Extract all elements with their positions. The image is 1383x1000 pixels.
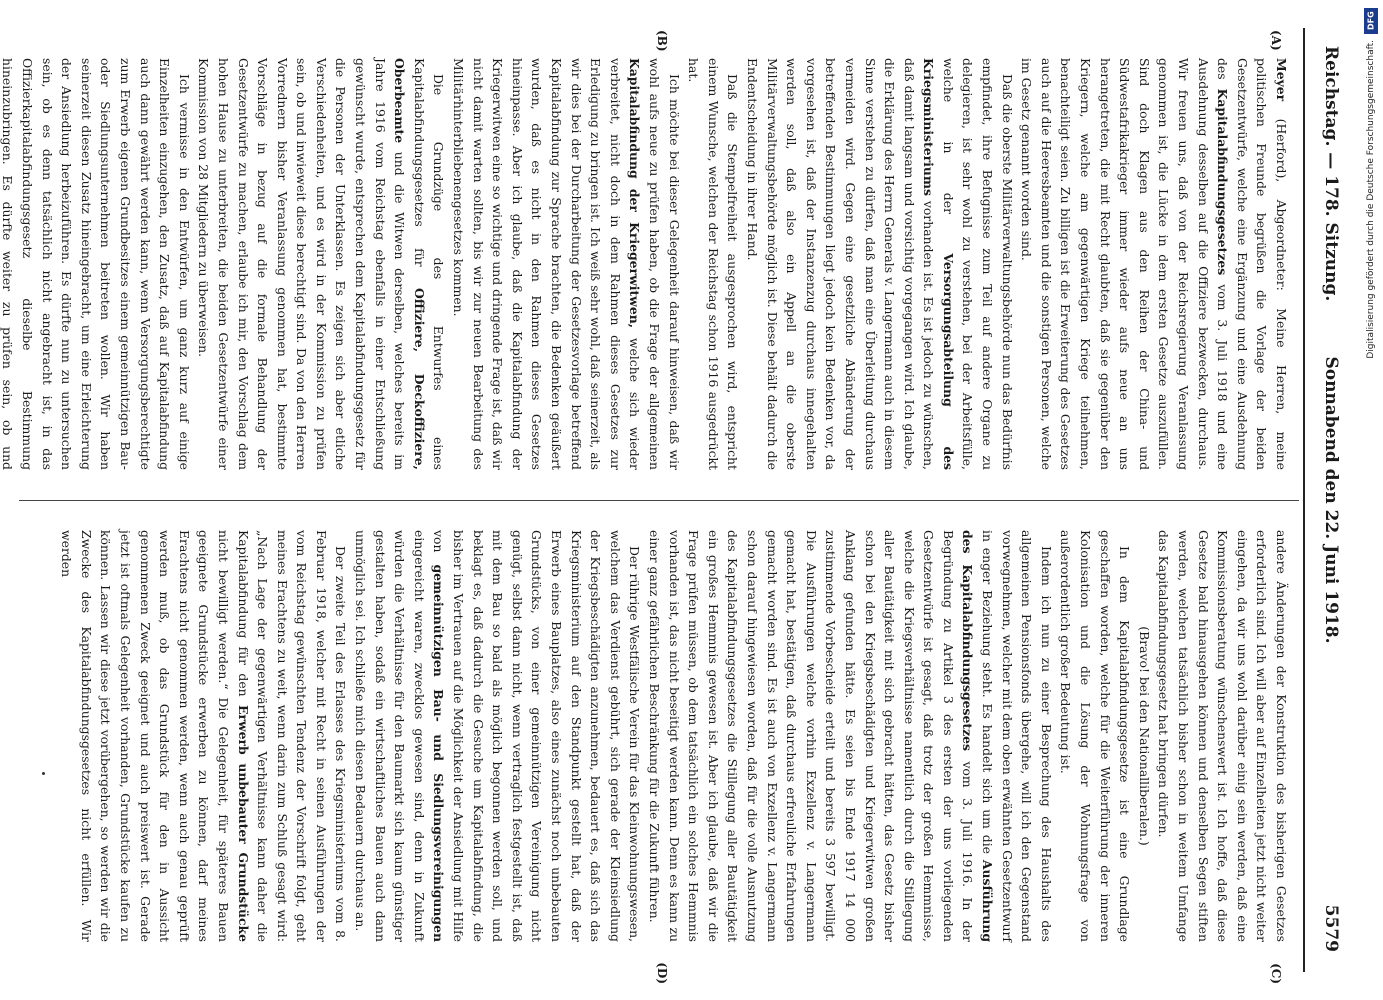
emphasis: Versorgungsabteilung des Kriegsministeriums [921, 58, 956, 470]
paragraph [1056, 530, 1134, 942]
paragraph-text: und die Witwen derselben, welches bereits im Jahre 1916 vom Reichstag ebenfalls in einer Entschließung gewünscht wurde, entsprechen dem Kapitalabfindungsgesetz für die Personen der Unterklassen. Es zeigen sich aber etliche Verschiedenheiten, und es wird in der Kommission zu prüfen sein, ob und inwieweit diese berechtigt sind. Da von den Herren Vorrednern bisher Veranlassung genommen hat, bestimmte Vorschläge in bezug auf die formale Behandlung der Gesetzentwürfe zu machen, erlaube ich mir, den Vorschlag dem hohen Hause zu unterbreiten, die beiden Gesetzentwürfe einer Kommission von 28 Mitgliedern zu überweisen. [196, 58, 408, 470]
emphasis: Ausführung des Kapitalabfindungsgesetzes [960, 530, 996, 942]
paragraph [57, 530, 351, 942]
paragraph-text: andere Änderungen der Konstruktion des bisherigen Gesetzes erforderlich sind. Ich will aber auf Einzelheiten jetzt nicht weiter eingehen, da wir uns wohl darüber einig sein werden, daß eine Kommissionsberatung wünschenswert ist. Ich hoffe, daß diese Gesetze bald hinausgehen können und denselben Segen stiften werden, welchen tatsächlich bisher schon in weitem Umfange das Kapitalabfindungsgesetz hat bringen dürfen. [1156, 530, 1289, 942]
paragraph [684, 58, 743, 470]
margin-marker-b: (B) [655, 30, 669, 52]
scan-speck [42, 772, 45, 775]
dfg-logo-icon: DFG [1364, 8, 1378, 34]
paragraph-text: vorhanden ist. Es ist jedoch zu wünschen, daß damit langsam und vorsichtig vorgegangen wird. Ich glaube, die Erklärung des Herrn Generals v. Langermann auch in diesem Sinne verstehen zu dürfen, daß man eine Überleitung durchaus vermeiden wird. Gegen eine gesetzliche Abänderung der betreffenden Bestimmungen liegt jedoch kein Bedenken vor, da vorgesehen ist, daß der Instanzenzug durchaus innegehalten werden soll, daß also ein Appell an die oberste Militärverwaltungsbehörde möglich ist. Diese behält dadurch die Endentscheidung in ihrer Hand. [744, 58, 937, 470]
text-columns [0, 28, 1299, 984]
applause-note [1134, 530, 1154, 942]
paragraph-text: Der zweite Teil des Erlasses des Kriegsministeriums vom 8. Februar 1918, welcher mit Recht in seinen Ausführungen der vom Reichstag gewünschten Tendenz der Vorschrift folgt, geht meines Erachtens zu weit, wenn darin zum Schluß gesagt wird: „Nach Lage der gegenwärtigen Verhältnisse kann daher die Kapitalabfindung für den [235, 530, 349, 942]
paragraph [644, 530, 1055, 942]
paragraph [742, 58, 1016, 470]
emphasis: Offiziere, Deckoffiziere, Oberbeamte [392, 58, 427, 470]
paragraph [1154, 530, 1291, 942]
paragraph-text: Ich vermisse in den Entwürfen, um ganz kurz auf einige Einzelheiten einzugehen, den Zusatz, daß auf Kapitalabfindung auch dann gewährt werden kann, wenn Versorgungsberechtigte zum Erwerb eigenen Grundbesitzes einem gemeinnützigen Bau- oder Siedlungsunternehmen beitreten wollen. Wir haben seinerzeit diesen Zusatz hineingebracht, um eine Erleichterung der Ansiedlung herbeizuführen. Es dürfte nun zu untersuchen sein, ob es denn tatsächlich nicht angebracht ist, in das Offizierkapitalabfindungsgesetz dieselbe Bestimmung hineinzubringen. Es dürfte weiter zu prüfen sein, ob und [0, 58, 192, 470]
right-column [19, 500, 1299, 984]
paragraph-text: Daß die oberste Militärverwaltungsbehörde nun das Bedürfnis empfindet, ihre Befugnisse zum Teil auf andere Organe zu delegieren, ist sehr wohl zu verstehen, bei der Arbeitsfülle, welche in der [940, 58, 1015, 470]
digitization-credit [1363, 8, 1379, 788]
paragraph-text: Der rührige Westfälische Verein für das Kleinwohnungswesen, welchem das Verdienst gebührt, sich gerade der Kleinsiedlung der Kriegsbeschädigten anzunehmen, bedauert es, daß sich das Kriegsministerium auf den Standpunkt gestellt hat, daß der Erwerb eines Bauplatzes, also eines zunächst noch unbebauten Grundstücks, von einer gemeinnützigen Vereinigung nicht genügt, selbst dann nicht, wenn vertraglich festgestellt ist, daß mit dem Bau so bald als möglich begonnen werden soll, und beklagt es, daß dadurch die Gesuche um Kapitalabfindung, die bisher im Vertrauen auf die Möglichkeit der Ansiedlung mit Hilfe von [431, 530, 643, 942]
applause-text: (Bravo! bei den Nationalliberalen.) [1136, 626, 1152, 846]
emphasis: gemeinnützigen Bau- und Siedlungsvereinigungen [431, 564, 447, 942]
margin-marker-c: (C) [1269, 963, 1283, 984]
emphasis: Kapitalabfindung der Kriegerwitwen, [627, 58, 643, 329]
paragraph-text: In dem Kapitalabfindungsgesetze ist eine Grundlage geschaffen worden, welche für die Weiterführung der inneren Kolonisation und die Lösung der Wohnungsfrage von außerordentlich großer Bedeutung ist. [1058, 530, 1133, 942]
paragraph [351, 530, 645, 942]
emphasis: Kapitalabfindungsgesetzes [1215, 88, 1231, 276]
paragraph-text: vom 3. Juli 1918 und eine Ausdehnung desselben auf die Offiziere bezwecken, durchaus. Wir freuen uns, daß von der Reichsregierung Veranlassung genommen ist, die Lücke in dem ersten Gesetze auszufüllen. Sind doch Klagen aus den Reihen der China- und Südwestafrikakrieger immer wieder aufs neue an uns herangetreten, die mit Recht glaubten, daß sie gegenüber den Kriegern, welche am gegenwärtigen Kriege teilnehmen, benachteiligt seien. Zu billigen ist die Erweiterung des Gesetzes auch auf die Heeresbeamten und die sonstigen Personen, welche im Gesetz genannt worden sind. [1019, 58, 1231, 470]
header-date: Sonnabend den 22. Juni 1918. [1321, 356, 1341, 644]
paragraph-text: eingereicht waren, zwecklos gewesen sind, denn in Zukunft würden die Verhältnisse für den Baumarkt sich kaum günstiger gestalten haben, sodaß ein wirtschaftliches Bauen auch dann unmöglich sei. Ich schließe mich diesen Bedauern durchaus an. [353, 530, 427, 942]
paragraph [0, 58, 194, 470]
paragraph [194, 58, 449, 470]
emphasis: Erwerb unbebauter Grundstücke [235, 704, 251, 942]
paragraph-text: Indem ich nun zu einer Besprechung des Haushalts des allgemeinen Pensionsfonds übergehe, will ich den Gegenstand vorwegnehmen, welcher mit dem oben erwähnten Gesetzentwurf in enger Beziehung steht. Es handelt sich um die [980, 530, 1054, 942]
speaker-name: Meyer [1274, 58, 1289, 102]
speaker-detail: (Herford), Abgeordneter: Meine Herren, meine politischen Freunde begrüßen die Vorlage der beiden Gesetzentwürfe, welche eine Ergänzung und eine Ausdehnung des [1215, 58, 1289, 470]
paragraph-text: Ich möchte bei dieser Gelegenheit darauf hinweisen, daß wir wohl aufs neue zu prüfen haben, ob die Frage der allgemeinen [647, 58, 682, 470]
margin-marker-a: (A) [1269, 30, 1283, 51]
paragraph [448, 58, 683, 470]
paragraph-text: welche sich wieder verbreitet, nicht doch in dem Rahmen dieses Gesetzes zur Erledigung zu bringen ist. Ich weiß sehr wohl, daß seinerzeit, als wir dies bei der Durcharbeitung der Gesetzesvorlage betreffend Kapitalabfindung zur Sprache brachten, die Bedenken geäußert wurden, daß es nicht in den Rahmen dieses Gesetzes hineinpasse. Aber ich glaube, daß die Kapitalabfindung der Kriegerwitwen eine so wichtige und dringende Frage ist, daß wir nicht damit warten sollten, bis wir zur neuen Bearbeitung des Militärhinterbliebenengesetzes kommen. [451, 58, 643, 470]
left-column [0, 28, 1299, 500]
credit-text: Digitalisierung gefördert durch die Deutsche Forschungsgemeinschaft. [1366, 40, 1376, 359]
paragraph-text: Daß die Stempelfreiheit ausgesprochen wird, entspricht einem Wunsche, welchen der Reichstag schon 1916 ausgedrückt hat. [686, 58, 741, 470]
page-number: 5579 [1321, 904, 1341, 952]
paragraph-text: Die Grundzüge des Entwurfes eines Kapitalabfindungsgesetzes für [411, 58, 447, 470]
paragraph-text: nicht bewilligt werden.“ Die Gelegenheit, für späteres Bauen geeignete Grundstücke erwerben zu können, darf meines Erachtens nicht genommen werden, wenn auch genau geprüft werden muß, ob das Grundstück für den in Aussicht genommenen Zweck geeignet und auch preiswert ist. Gerade jetzt ist oftmals Gelegenheit vorhanden, Grundstücke kaufen zu können. Lassen wir diese jetzt vorübergehen, so werden wir die Zwecke des Kapitalabfindungsgesetzes nicht erfüllen. Wir werden [59, 530, 231, 942]
paragraph-text: vom 3. Juli 1916. In der Begründung zu Artikel 3 des ersten der uns vorliegenden Gesetzentwürfe ist gesagt, daß trotz der großen Hemmnisse, welche die Kriegsverhältnisse namentlich durch die Stillegung aller Bautätigkeit mit sich gebracht hätten, das Gesetz bisher schon bei den Kriegsbeschädigten und Kriegerwitwen großen Anklang gefunden hätte. Es seien bis Ende 1917 14 000 zustimmende Vorbescheide erteilt und bereits 3 597 bewilligt. Die Ausführungen welche vorhin Exzellenz v. Langermann gemacht hat, bestätigen, daß durchaus erfreuliche Erfahrungen gemacht worden sind. Es ist auch von Exzellenz v. Langermann schon darauf hingewiesen worden, daß für die volle Ausnutzung des Kapitalabfindungsgesetzes die Stillegung aller Bautätigkeit ein großes Hemmnis gewesen ist. Aber ich glaube, daß wir die Frage prüfen müssen, ob dem tatsächlich ein solches Hemmnis vorhanden ist, das nicht beseitigt werden kann. Denn es kann zu einer ganz gefährlichen Beschränkung für die Zukunft führen. [647, 530, 976, 942]
page-header [1303, 28, 1363, 972]
margin-marker-d: (D) [655, 962, 669, 984]
header-session: Reichstag. — 178. Sitzung. [1321, 46, 1341, 302]
paragraph [1017, 58, 1291, 470]
